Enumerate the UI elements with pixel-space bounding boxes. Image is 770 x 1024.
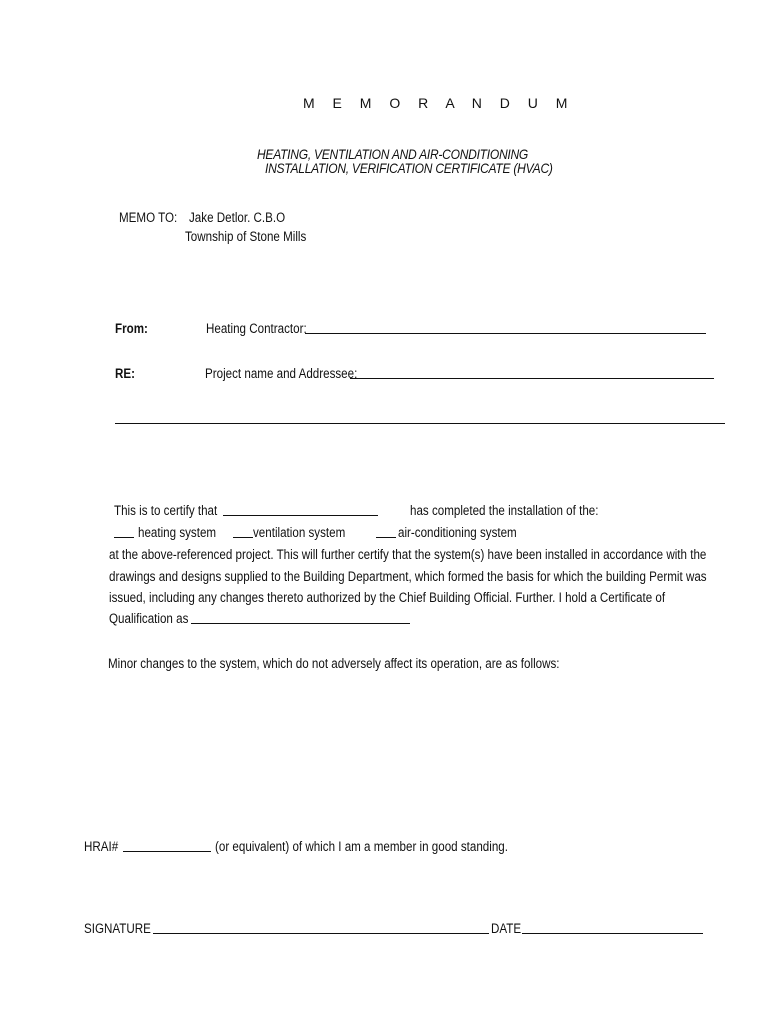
certificate-subtitle-line1: HEATING, VENTILATION AND AIR-CONDITIONING (257, 146, 529, 162)
signature-label: SIGNATURE (84, 921, 151, 936)
certificate-subtitle-line2: INSTALLATION, VERIFICATION CERTIFICATE (HVAC) (265, 160, 553, 176)
from-label: From: (115, 321, 148, 336)
memo-title: M E M O R A N D U M (303, 95, 575, 111)
memo-to-name: Jake Detlor. C.B.O (189, 210, 286, 225)
ventilation-system-blank[interactable] (233, 537, 253, 538)
date-field[interactable] (522, 933, 703, 934)
qualification-field[interactable] (191, 623, 410, 624)
certify-prefix: This is to certify that (114, 503, 218, 518)
date-label: DATE (491, 921, 522, 936)
qualification-label: Qualification as (109, 611, 189, 626)
certification-body-line3: issued, including any changes thereto authorized by the Chief Building Official. Further. I hold a Certificate of (109, 590, 666, 605)
certify-name-field[interactable] (223, 515, 378, 516)
project-name-field[interactable] (350, 378, 714, 379)
hrai-suffix: (or equivalent) of which I am a member in good standing. (215, 839, 508, 854)
project-address-field[interactable] (115, 423, 725, 424)
heating-contractor-label: Heating Contractor: (206, 321, 307, 336)
project-name-label: Project name and Addressee: (205, 366, 358, 381)
memo-to-label: MEMO TO: (119, 210, 178, 225)
ac-system-blank[interactable] (376, 537, 396, 538)
ventilation-system-option: ventilation system (253, 525, 346, 540)
hrai-label: HRAI# (84, 839, 119, 854)
heating-system-blank[interactable] (114, 537, 134, 538)
minor-changes-text: Minor changes to the system, which do not adversely affect its operation, are as follows: (108, 656, 560, 671)
re-label: RE: (115, 366, 135, 381)
ac-system-option: air-conditioning system (398, 525, 517, 540)
heating-system-option: heating system (138, 525, 217, 540)
memo-to-organization: Township of Stone Mills (185, 229, 307, 244)
certify-suffix: has completed the installation of the: (410, 503, 599, 518)
heating-contractor-field[interactable] (305, 333, 706, 334)
hrai-number-field[interactable] (123, 851, 211, 852)
certification-body-line2: drawings and designs supplied to the Building Department, which formed the basis for which the building Permit was (109, 569, 707, 584)
signature-field[interactable] (153, 933, 489, 934)
certification-body-line1: at the above-referenced project. This will further certify that the system(s) have been installed in accordance with the (109, 547, 707, 562)
